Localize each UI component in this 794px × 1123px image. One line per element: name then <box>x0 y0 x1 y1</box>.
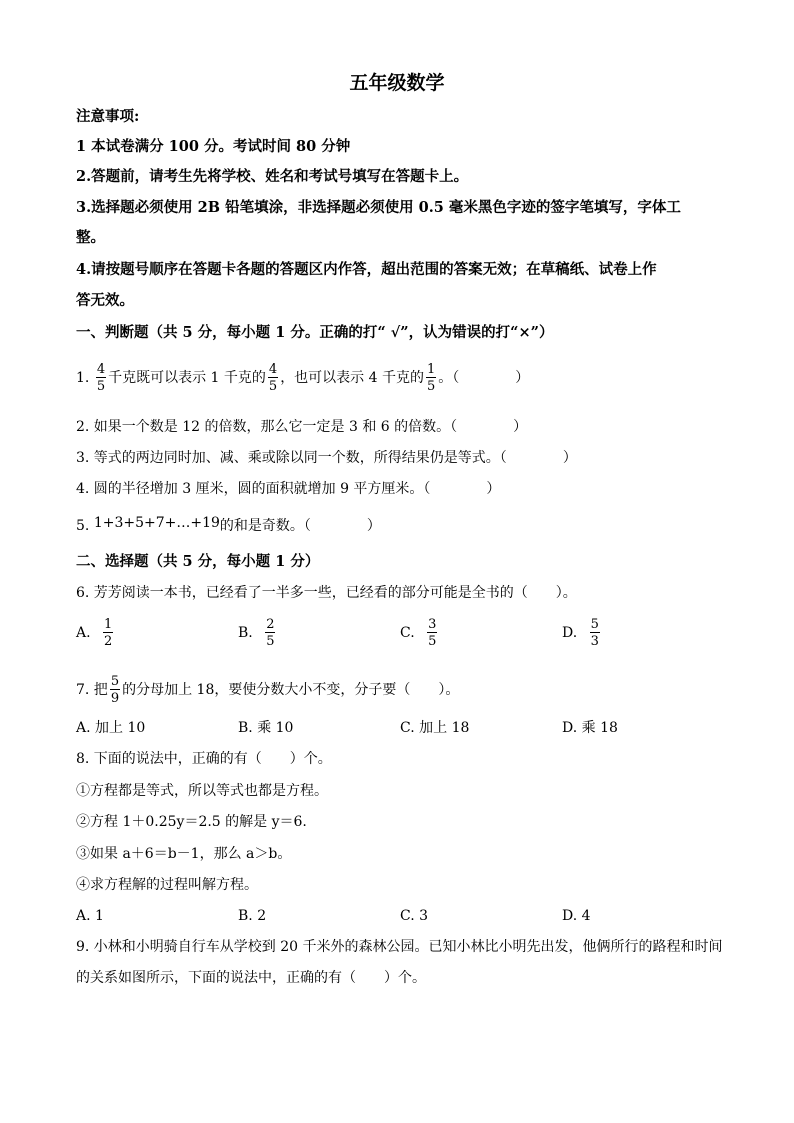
numerator: 3 <box>428 617 437 632</box>
q4-close: ） <box>486 481 501 497</box>
section1-heading: 一、判断题（共 5 分，每小题 1 分。正确的打“ √”，认为错误的打“×”） <box>76 324 554 341</box>
denominator: 2 <box>104 634 113 649</box>
numerator: 4 <box>268 362 278 377</box>
denominator: 5 <box>268 379 278 394</box>
denominator: 5 <box>96 379 106 394</box>
option-fraction <box>103 618 113 648</box>
q3-text: 3. 等式的两边同时加、减、乘或除以同一个数，所得结果仍是等式。（ <box>76 450 507 466</box>
option-label: D. <box>562 625 578 641</box>
numerator: 1 <box>427 362 436 377</box>
q3-close: ） <box>562 450 577 466</box>
q1-text-2: ，也可以表示 4 千克的 <box>280 370 424 386</box>
numerator: 5 <box>590 617 599 632</box>
fraction-1-5 <box>426 363 436 393</box>
q5-expression: 1+3+5+7+…+19 <box>93 515 220 531</box>
notice-heading: 注意事项: <box>76 108 140 125</box>
fraction-5-9 <box>110 675 120 705</box>
option-label: B. <box>238 625 253 641</box>
denominator: 5 <box>266 634 275 649</box>
notice-item-4: 4.请按题号顺序在答题卡各题的答题区内作答，超出范围的答案无效；在草稿纸、试卷上作 <box>76 261 657 278</box>
question-3 <box>76 449 577 467</box>
q6-option-d[interactable] <box>562 618 602 648</box>
denominator: 5 <box>427 379 436 394</box>
page-title: 五年级数学 <box>349 72 445 94</box>
question-8: 8. 下面的说法中，正确的有（ ）个。 <box>76 751 332 767</box>
question-9-line-2: 的关系如图所示，下面的说法中，正确的有（ ）个。 <box>76 970 426 986</box>
option-fraction <box>265 618 275 648</box>
numerator: 2 <box>266 617 275 632</box>
q6-option-a[interactable] <box>76 618 115 648</box>
question-4 <box>76 480 500 498</box>
q7-option-b[interactable]: B. 乘 10 <box>238 720 294 736</box>
question-5 <box>76 517 381 535</box>
numerator: 5 <box>110 674 120 689</box>
question-7 <box>76 670 459 710</box>
q7-option-a[interactable]: A. 加上 10 <box>76 720 146 736</box>
q8-statement-2: ②方程 1＋0.25y＝2.5 的解是 y＝6. <box>76 814 307 830</box>
denominator: 3 <box>590 634 599 649</box>
fraction-4-5-b <box>268 363 278 393</box>
q5-text: 的和是奇数。（ <box>219 518 311 534</box>
notice-item-3: 3.选择题必须使用 2B 铅笔填涂，非选择题必须使用 0.5 毫米黑色字迹的签字笔填写，字体工 <box>76 199 681 216</box>
q8-option-a[interactable]: A. 1 <box>76 908 104 924</box>
q8-statement-1: ①方程都是等式，所以等式也都是方程。 <box>76 783 328 799</box>
q1-close: ） <box>515 370 530 386</box>
q8-option-d[interactable]: D. 4 <box>562 908 591 924</box>
question-9-line-1: 9. 小林和小明骑自行车从学校到 20 千米外的森林公园。已知小林比小明先出发，他俩所行的路程和时间 <box>76 939 723 955</box>
notice-item-4-cont: 答无效。 <box>76 292 134 309</box>
q1-text-1: 千克既可以表示 1 千克的 <box>108 370 266 386</box>
q5-close: ） <box>366 518 381 534</box>
q7-option-c[interactable]: C. 加上 18 <box>400 720 470 736</box>
denominator: 5 <box>428 634 437 649</box>
q2-close: ） <box>513 419 528 435</box>
notice-item-1: 1 本试卷满分 100 分。考试时间 80 分钟 <box>76 138 351 155</box>
q2-text: 2. 如果一个数是 12 的倍数，那么它一定是 3 和 6 的倍数。（ <box>76 419 458 435</box>
option-label: A. <box>76 625 91 641</box>
q6-option-c[interactable] <box>400 618 439 648</box>
denominator: 9 <box>110 691 120 706</box>
option-label: C. <box>400 625 415 641</box>
notice-item-2: 2.答题前，请考生先将学校、姓名和考试号填写在答题卡上。 <box>76 168 469 185</box>
section2-heading: 二、选择题（共 5 分，每小题 1 分） <box>76 553 320 570</box>
q7-text-pre: 7. 把 <box>76 682 108 698</box>
q1-text-3: 。（ <box>438 370 460 386</box>
q8-option-b[interactable]: B. 2 <box>238 908 267 924</box>
q8-statement-3: ③如果 a＋6＝b－1，那么 a＞b。 <box>76 846 292 862</box>
q6-option-b[interactable] <box>238 618 277 648</box>
q8-statement-4: ④求方程解的过程叫解方程。 <box>76 877 258 893</box>
question-2 <box>76 418 527 436</box>
question-1 <box>76 357 529 399</box>
q1-number: 1. <box>76 370 90 386</box>
option-fraction <box>590 618 600 648</box>
q7-text-post: 的分母加上 18，要使分数大小不变，分子要（ ）。 <box>122 682 460 698</box>
question-6: 6. 芳芳阅读一本书，已经看了一半多一些，已经看的部分可能是全书的（ ）。 <box>76 585 577 601</box>
numerator: 1 <box>104 617 113 632</box>
q5-number: 5. <box>76 518 90 534</box>
fraction-4-5 <box>96 363 106 393</box>
q7-option-d[interactable]: D. 乘 18 <box>562 720 618 736</box>
notice-item-3-cont: 整。 <box>76 229 105 246</box>
q4-text: 4. 圆的半径增加 3 厘米，圆的面积就增加 9 平方厘米。（ <box>76 481 431 497</box>
numerator: 4 <box>96 362 106 377</box>
option-fraction <box>427 618 437 648</box>
q8-option-c[interactable]: C. 3 <box>400 908 429 924</box>
